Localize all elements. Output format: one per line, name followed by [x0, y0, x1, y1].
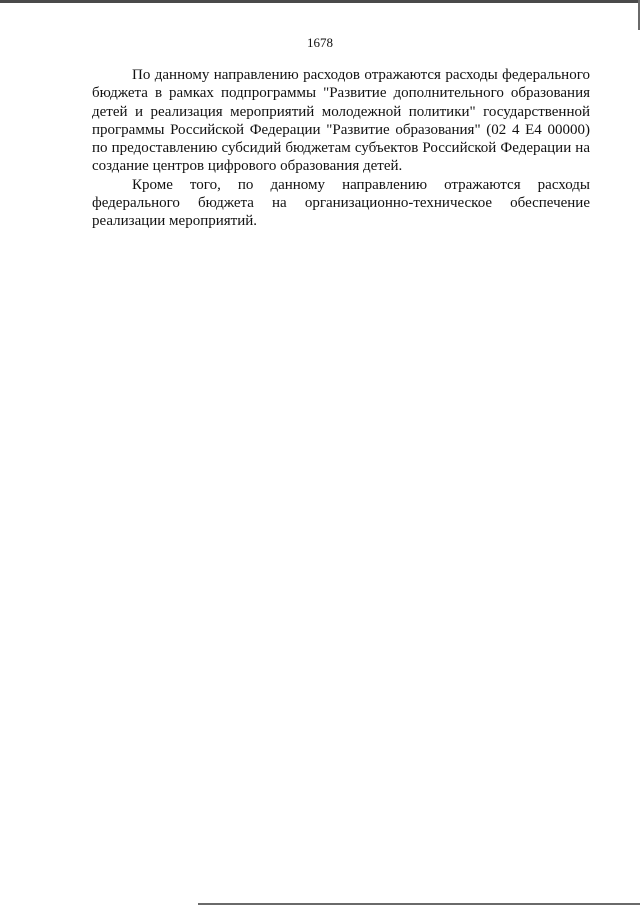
document-body — [92, 66, 590, 231]
paragraph-expenses-description: По данному направлению расходов отражаются расходы федерального бюджета в рамках подпрограммы "Развитие дополнительного образования детей и реализация мероприятий молодежной политики" государственной программы Российской Федерации "Развитие образования" (02 4 Е4 00000) по предоставлению субсидий бюджетам субъектов Российской Федерации на создание центров цифрового образования детей. — [92, 67, 590, 175]
page-number: 1678 — [307, 35, 333, 50]
scan-edge-top — [0, 0, 640, 3]
paragraph-additional-expenses: Кроме того, по данному направлению отражаются расходы федерального бюджета на организационно-техническое обеспечение реализации мероприятий. — [92, 176, 590, 230]
